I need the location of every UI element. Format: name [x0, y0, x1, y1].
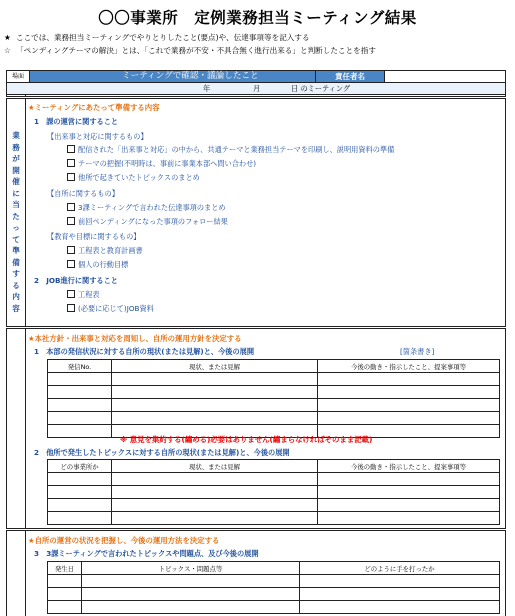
date-row — [6, 83, 506, 95]
column-divider — [25, 95, 26, 616]
checkbox[interactable] — [67, 246, 75, 254]
col-header: 今後の動き・指示したこと、提案事項等 — [318, 460, 500, 473]
bullets-note: [箇条書き] — [400, 347, 435, 356]
note-1 — [4, 32, 310, 43]
col-header: どの事業所か — [48, 460, 112, 473]
checklist-item[interactable]: 3課ミーティングで言われた伝達事項のまとめ — [67, 203, 226, 213]
table-row — [48, 486, 500, 499]
table-issuance-status — [47, 359, 500, 438]
checkbox[interactable] — [67, 290, 75, 298]
table-row — [48, 575, 500, 588]
section3-item3: 3 3課ミーティングで言われたトピックスや問題点、及び今後の展開 — [34, 549, 259, 558]
col-header: 現状、または見解 — [112, 460, 318, 473]
section1-item2: 2 JOB進行に関すること — [34, 276, 118, 285]
month-label: 月 — [253, 84, 261, 93]
table-row — [48, 412, 500, 425]
note-text: 「ペンディングテーマの解決」とは、「これで業務が不安・不具合無く進行出来る」と判断したことを指す — [16, 46, 376, 55]
star-outline-icon: ☆ — [4, 46, 11, 55]
checklist-item[interactable]: 工程表 — [67, 290, 100, 300]
col-header: どのように手を打ったか — [300, 562, 500, 575]
divider — [6, 528, 506, 531]
star-icon: ★ — [4, 33, 11, 42]
checkbox[interactable] — [67, 217, 75, 225]
table-row — [48, 588, 500, 601]
section3-head: ★自所の運営の状況を把握し、今後の運用方法を決定する — [28, 536, 220, 545]
responsible-label: 責任者名 — [316, 71, 385, 82]
checklist-item[interactable]: 前回ペンディングになった事項のフォロー結果 — [67, 217, 228, 227]
table-other-offices — [47, 459, 500, 525]
section2-item1: 1 本部の発信状況に対する自所の現状(または見解)と、今後の展開 — [34, 347, 255, 356]
checklist-item[interactable]: (必要に応じて)JOB資料 — [67, 304, 154, 314]
consolidation-note: ※ 意見を集約する(纏める)必要はありません(纏まらなければそのまま記載) — [120, 435, 373, 444]
divider — [6, 326, 506, 329]
section1-item1: 1 課の運営に関すること — [34, 117, 119, 126]
table-row — [48, 386, 500, 399]
topic-header: ミーティングで確認・議論したこと — [30, 71, 316, 82]
section2-head: ★本社方針・出来事と対応を周知し、自所の運用方針を決定する — [28, 334, 242, 343]
responsible-name-field[interactable] — [385, 71, 505, 82]
table-row — [48, 399, 500, 412]
table-row — [48, 499, 500, 512]
divider — [6, 96, 506, 99]
checkbox[interactable] — [67, 173, 75, 181]
checkbox[interactable] — [67, 145, 75, 153]
header-row — [6, 70, 506, 83]
checklist-item[interactable]: 工程表と教育計画書 — [67, 246, 143, 256]
checklist-item[interactable]: 他所で起きていたトピックスのまとめ — [67, 173, 200, 183]
venue-label: 場面 — [7, 71, 30, 82]
note-2 — [4, 45, 376, 56]
page-title: 〇〇事業所 定例業務担当ミーティング結果 — [98, 9, 417, 27]
checklist-item[interactable]: 配信された「出来事と対応」の中から、共通テーマと業務担当テーマを印刷し、説明用資料の準備 — [67, 145, 394, 155]
table-row — [48, 473, 500, 486]
col-header: 発生日 — [48, 562, 82, 575]
checkbox[interactable] — [67, 260, 75, 268]
table-topics — [47, 561, 500, 614]
checklist-item[interactable]: 個人の行動目標 — [67, 260, 128, 270]
col-header: 発信No. — [48, 360, 112, 373]
checkbox[interactable] — [67, 304, 75, 312]
year-label: 年 — [203, 84, 211, 93]
table-row — [48, 601, 500, 614]
checklist-item[interactable]: テーマの把握(不明時は、事前に事業本部へ問い合わせ) — [67, 159, 256, 169]
side-label: 業務が開催に当たって準備する内容 — [12, 131, 20, 313]
group-heading: 【出来事と対応に関するもの】 — [47, 132, 148, 141]
checkbox[interactable] — [67, 203, 75, 211]
col-header: 現状、または見解 — [112, 360, 318, 373]
note-text: ここでは、業務担当ミーティングでやりとりしたこと(要点)や、伝達事項等を記入する — [16, 33, 310, 42]
group-heading: 【自所に関するもの】 — [47, 189, 119, 198]
group-heading: 【教育や目標に関するもの】 — [47, 232, 141, 241]
day-meeting-label: 日 のミーティング — [291, 84, 351, 93]
section2-item2: 2 他所で発生したトピックスに対する自所の現状(または見解)と、今後の展開 — [34, 448, 290, 457]
table-row — [48, 373, 500, 386]
checkbox[interactable] — [67, 159, 75, 167]
col-header: 今後の動き・指示したこと、提案事項等 — [318, 360, 500, 373]
section1-head: ★ミーティングにあたって準備する内容 — [28, 103, 160, 112]
table-row — [48, 512, 500, 525]
col-header: トピックス・問題点等 — [82, 562, 300, 575]
